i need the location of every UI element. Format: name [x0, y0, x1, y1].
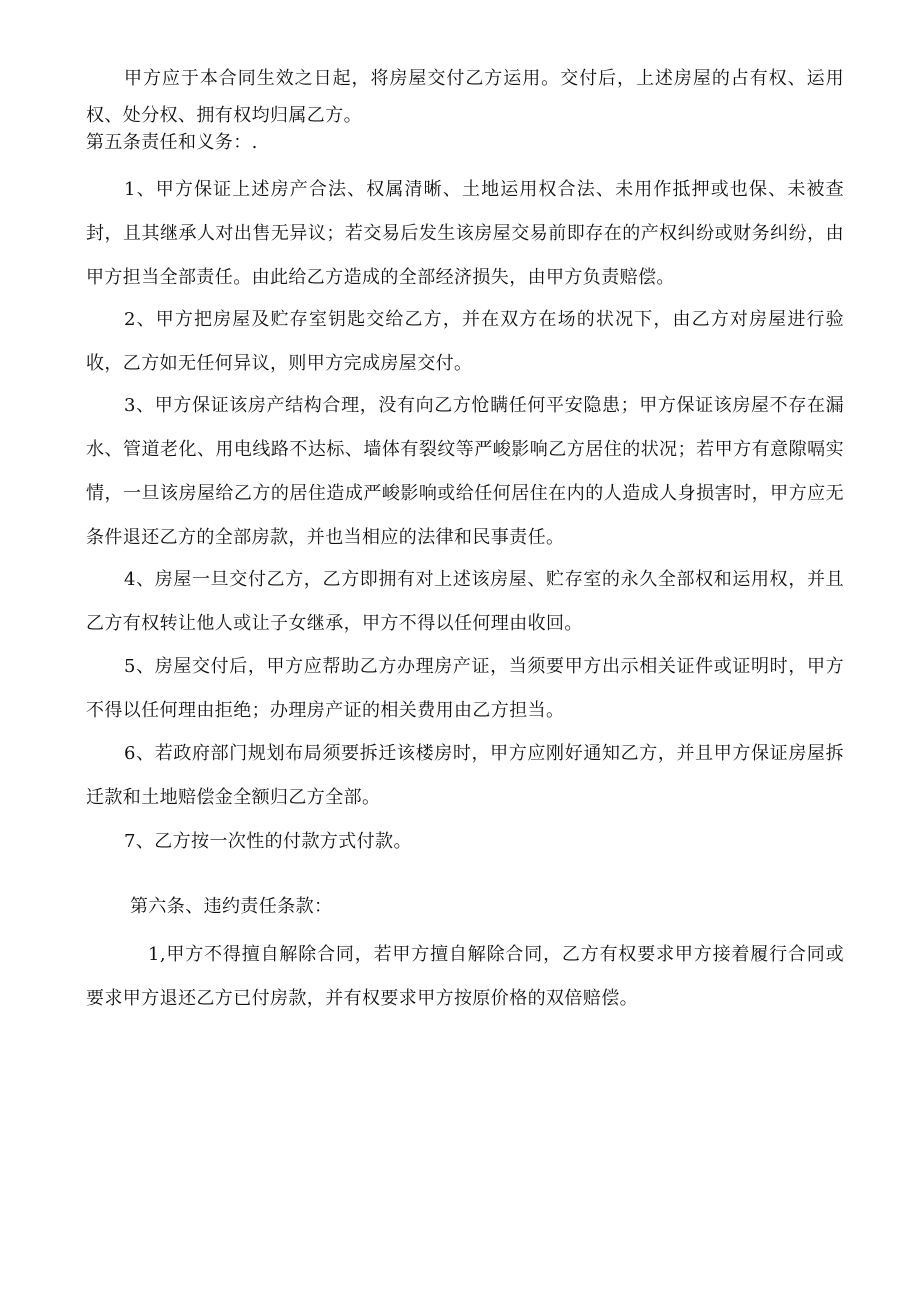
article5-item-1: 1、甲方保证上述房产合法、权属清晰、土地运用权合法、未用作抵押或也保、未被查封，且其继承人对出售无异议；若交易后发生该房屋交易前即存在的产权纠纷或财务纠纷，由甲方担当全部责任。由此给乙方造成的全部经济损失，由甲方负责赔偿。 — [86, 179, 844, 288]
article5-heading: 第五条责任和义务：. — [86, 132, 258, 153]
intro-paragraph: 甲方应于本合同生效之日起，将房屋交付乙方运用。交付后，上述房屋的占有权、运用权、处分权、拥有权均归属乙方。 — [86, 68, 844, 126]
article5-item-5: 5、房屋交付后，甲方应帮助乙方办理房产证，当须要甲方出示相关证件或证明时，甲方不得以任何理由拒绝；办理房产证的相关费用由乙方担当。 — [86, 656, 844, 721]
article5-item-4: 4、房屋一旦交付乙方，乙方即拥有对上述该房屋、贮存室的永久全部权和运用权，并且乙方有权转让他人或让子女继承，甲方不得以任何理由收回。 — [86, 569, 844, 634]
article5-item-3: 3、甲方保证该房产结构合理，没有向乙方怆瞒任何平安隐患；甲方保证该房屋不存在漏水、管道老化、用电线路不达标、墙体有裂纹等严峻影响乙方居住的状况；若甲方有意隙嗝实情，一旦该房屋给乙方的居住造成严峻影响或给任何居住在内的人造成人身损害时，甲方应无条件退还乙方的全部房款，并也当相应的法律和民事责任。 — [86, 395, 844, 548]
article6-heading: 第六条、违约责任条款： — [130, 896, 333, 917]
article5-item-2: 2、甲方把房屋及贮存室钥匙交给乙方，并在双方在场的状况下，由乙方对房屋进行验收，乙方如无任何异议，则甲方完成房屋交付。 — [86, 309, 844, 374]
article5-item-6: 6、若政府部门规划布局须要拆迁该楼房时，甲方应刚好通知乙方，并且甲方保证房屋拆迁款和土地赔偿金全额归乙方全部。 — [86, 743, 844, 808]
article5-item-7: 7、乙方按一次性的付款方式付款。 — [124, 831, 412, 852]
article6-item-1: 1,甲方不得擅自解除合同，若甲方擅自解除合同，乙方有权要求甲方接着履行合同或要求甲方退还乙方已付房款，并有权要求甲方按原价格的双倍赔偿。 — [86, 944, 844, 1009]
